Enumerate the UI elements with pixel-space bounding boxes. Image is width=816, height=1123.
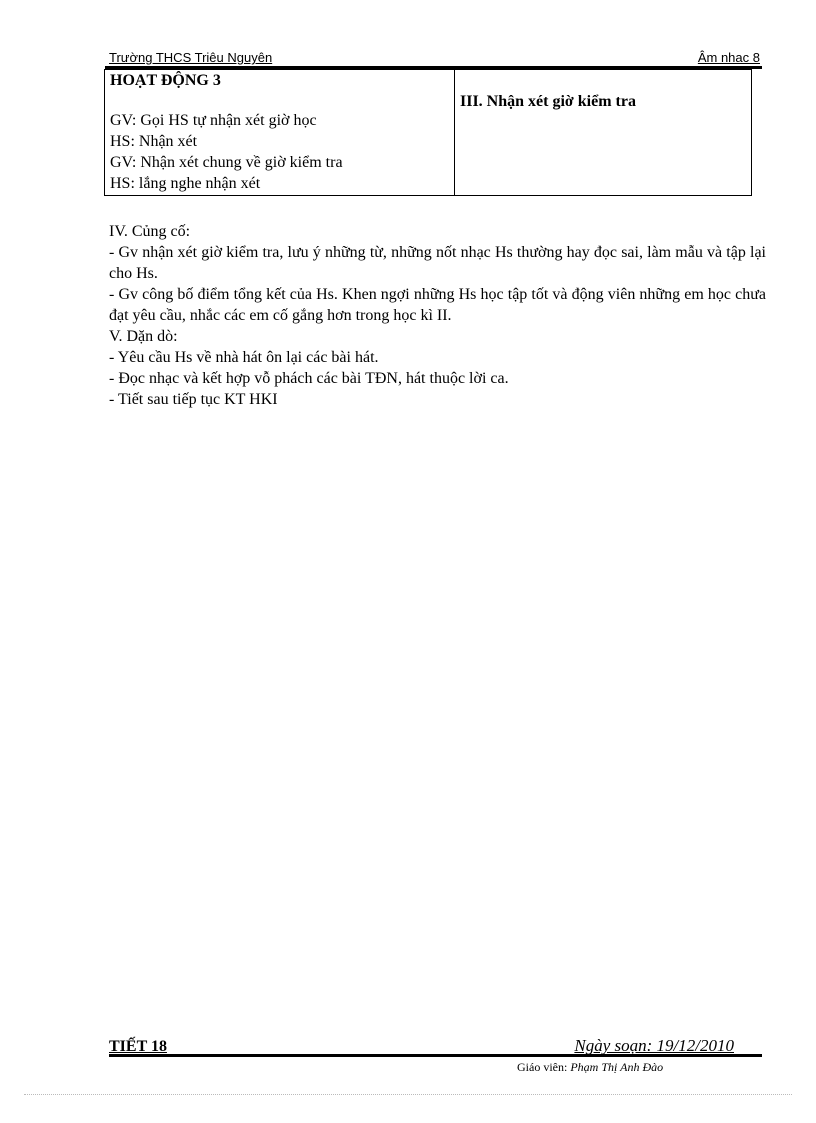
- section-title: III. Nhận xét giờ kiểm tra: [460, 93, 636, 110]
- activity-line: GV: Gọi HS tự nhận xét giờ học: [110, 112, 317, 129]
- homework-heading: V. Dặn dò:: [109, 328, 178, 345]
- activity-teacher-student-cell: [105, 70, 455, 196]
- teacher-label: Giáo viên:: [517, 1060, 568, 1074]
- consolidation-heading: IV. Củng cố:: [109, 223, 191, 240]
- activity-line: GV: Nhận xét chung về giờ kiểm tra: [110, 154, 343, 171]
- page-bottom-border: [24, 1094, 792, 1095]
- footer-rule: [109, 1054, 762, 1057]
- preparation-date: Ngày soạn: 19/12/2010: [574, 1036, 734, 1055]
- subject-name: Âm nhac 8: [697, 50, 760, 65]
- activity-content-cell: [455, 70, 752, 196]
- spacer: [110, 91, 454, 110]
- homework-item: - Yêu cầu Hs về nhà hát ôn lại các bài hát.: [109, 349, 379, 366]
- teacher-name: Phạm Thị Anh Đào: [570, 1060, 664, 1074]
- homework-item: - Tiết sau tiếp tục KT HKI: [109, 391, 278, 408]
- lesson-body: [109, 221, 766, 410]
- activity-table: [104, 69, 752, 196]
- teacher-line: [517, 1060, 663, 1075]
- consolidation-item: - Gv công bố điểm tổng kết của Hs. Khen ngợi những Hs học tập tốt và động viên những em học chưa đạt yêu cầu, nhắc các em cố gắng hơn trong học kì II.: [109, 286, 766, 324]
- activity-line: HS: lắng nghe nhận xét: [110, 175, 261, 192]
- school-name: Trường THCS Triêu Nguyên: [109, 50, 273, 65]
- consolidation-item: - Gv nhận xét giờ kiểm tra, lưu ý những từ, những nốt nhạc Hs thường hay đọc sai, làm mẫu và tập lại cho Hs.: [109, 244, 766, 282]
- activity-row: [105, 70, 752, 196]
- lesson-number: TIẾT 18: [109, 1038, 167, 1055]
- activity-title: HOẠT ĐỘNG 3: [110, 72, 221, 89]
- homework-item: - Đọc nhạc và kết hợp vỗ phách các bài TĐN, hát thuộc lời ca.: [109, 370, 509, 387]
- activity-line: HS: Nhận xét: [110, 133, 198, 150]
